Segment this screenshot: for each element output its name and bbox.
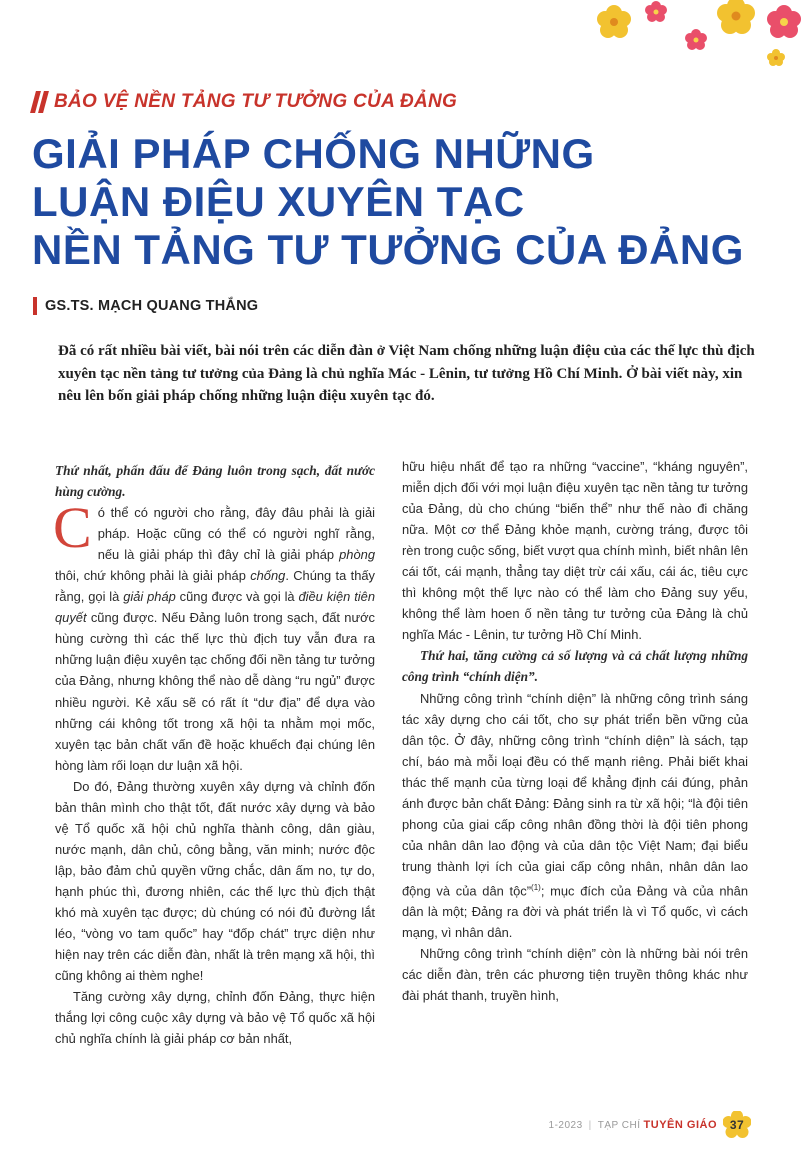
magazine-prefix: TẠP CHÍ <box>597 1119 641 1131</box>
body-paragraph: Những công trình “chính diện” còn là những bài nói trên các diễn đàn, trên các phương tiện truyền thông khác như đài phát thanh, truyền hình, <box>402 946 748 1004</box>
title-line: GIẢI PHÁP CHỐNG NHỮNG <box>32 130 595 177</box>
section-heading: Thứ nhất, phấn đấu để Đảng luôn trong sạch, đất nước hùng cường. <box>55 463 375 500</box>
page-number-badge <box>723 1111 751 1139</box>
body-paragraph: Những công trình “chính diện” là những công trình sáng tác xây dựng cho cái tốt, cho sự phát triển bền vững của dân tộc. Ở đây, những công trình “chính diện” là sách, tạp chí, báo mà mỗi loại đều có thế mạnh riêng. Phải biết khai thác thế mạnh của từng loại để khẳng định cái đúng, phản ánh được bản chất Đảng: Đảng sinh ra từ xã hội; “là đội tiên phong của giai cấp công nhân đồng thời là đội tiên phong của nhân dân lao động và của dân tộc Việt Nam; đại biểu trung thành lợi ích của giai cấp công nhân, nhân dân lao động và của dân tộc”$^{(1)}$; mục đích của Đảng và của nhân dân là một; Đảng ra đời và phát triển là vì Tổ quốc, vì cách mạng, vì nhân dân. <box>402 690 748 941</box>
flower-icon <box>767 49 785 66</box>
footnote-marker: (1) <box>531 882 541 892</box>
apricot-flowers-decoration <box>586 0 806 70</box>
author-name: GS.TS. MẠCH QUANG THẮNG <box>45 298 259 314</box>
flower-icon <box>767 5 801 38</box>
article-lead: Đã có rất nhiều bài viết, bài nói trên các diễn đàn ở Việt Nam chống những luận điệu của các thế lực thù địch xuyên tạc nền tảng tư tưởng của Đảng là chủ nghĩa Mác - Lênin, tư tưởng Hồ Chí Minh. Ở bài viết này, xin nêu lên bốn giải pháp chống những luận điệu xuyên tạc đó. <box>58 343 755 404</box>
title-line: NỀN TẢNG TƯ TƯỞNG CỦA ĐẢNG <box>32 226 744 273</box>
author-byline <box>33 297 258 315</box>
footer-separator: | <box>588 1119 592 1131</box>
author-bar <box>33 297 37 315</box>
magazine-name: TUYÊN GIÁO <box>643 1119 717 1131</box>
article-title <box>32 130 752 274</box>
flower-icon <box>717 0 755 34</box>
right-column <box>402 456 748 1007</box>
body-paragraph: Do đó, Đảng thường xuyên xây dựng và chỉnh đốn bản thân mình cho thật tốt, đất nước xây dựng và bảo vệ Tổ quốc xã hội chủ nghĩa thành công, dân giàu, nước mạnh, dân chủ, công bằng, văn minh; nước độc lập, bảo đảm chủ quyền vững chắc, dân ấm no, tự do, hạnh phúc thì, đương nhiên, các thế lực thù địch thật khó mà xuyên tạc được; dù chúng có nói đủ đường lắt léo, “vòng vo tam quốc” hay “đốp chát” trực diện như hiện nay trên các diễn đàn, nhất là trên mạng xã hội, thì cũng không ai thèm nghe! <box>55 778 375 984</box>
drop-cap: C <box>53 495 92 561</box>
body-paragraph: hữu hiệu nhất để tạo ra những “vaccine”, “kháng nguyên”, miễn dịch đối với mọi luận điệu xuyên tạc nền tảng tư tưởng của Đảng, dù cho chúng “biến thể” như thế nào đi chăng nữa. Một cơ thể Đảng khỏe mạnh, cường tráng, được tôi rèn trong cuộc sống, biết vượt qua chính mình, biết nhân lên cái tốt, cái mạnh, thẳng tay diệt trừ cái xấu, cái ác, tiêu cực thì không một thế lực nào có thể làm cho Đảng suy yếu, không thể làm hoen ố nền tảng tư tưởng của Đảng là chủ nghĩa Mác - Lênin, tư tưởng Hồ Chí Minh. <box>402 459 749 643</box>
flower-icon <box>597 5 631 38</box>
flower-icon <box>645 1 667 22</box>
section-tag <box>33 91 457 113</box>
issue-number: 1-2023 <box>548 1119 583 1131</box>
title-line: LUẬN ĐIỆU XUYÊN TẠC <box>32 178 525 225</box>
body-paragraph: Tăng cường xây dựng, chỉnh đốn Đảng, thực hiện thắng lợi công cuộc xây dựng và bảo vệ Tổ quốc xã hội chủ nghĩa chính là giải pháp cơ bản nhất, <box>55 989 375 1047</box>
left-column <box>55 460 375 1049</box>
flower-icon <box>685 29 707 50</box>
section-heading: Thứ hai, tăng cường cả số lượng và cả chất lượng những công trình “chính diện”. <box>402 648 748 685</box>
page-footer <box>549 1111 751 1139</box>
section-bars-icon <box>30 91 49 113</box>
section-label: BẢO VỆ NỀN TẢNG TƯ TƯỞNG CỦA ĐẢNG <box>54 91 458 112</box>
body-paragraph: Có thể có người cho rằng, đây đâu phải là giải pháp. Hoặc cũng có thể có người nghĩ rằng, nếu là giải pháp thì đây chỉ là giải pháp phòng thôi, chứ không phải là giải pháp chống. Chúng ta thấy rằng, gọi là giải pháp cũng được và gọi là điều kiện tiên quyết cũng được. Nếu Đảng luôn trong sạch, đất nước hùng cường thì các thế lực thù địch tuy vẫn đưa ra những luận điệu xuyên tạc chống đối nền tảng tư tưởng của Đảng, nhưng không thể nào dễ dàng “ru ngủ” được nhiều người. Kẻ xấu sẽ có rất ít “dư địa” để dựa vào những cái không tốt trong xã hội ta nhằm mọi mốc, xuyên tạc bản chất vấn đề hoặc khuếch đại chúng lên hòng làm rối loạn dư luận xã hội. <box>53 495 375 773</box>
page-number: 37 <box>729 1118 745 1132</box>
